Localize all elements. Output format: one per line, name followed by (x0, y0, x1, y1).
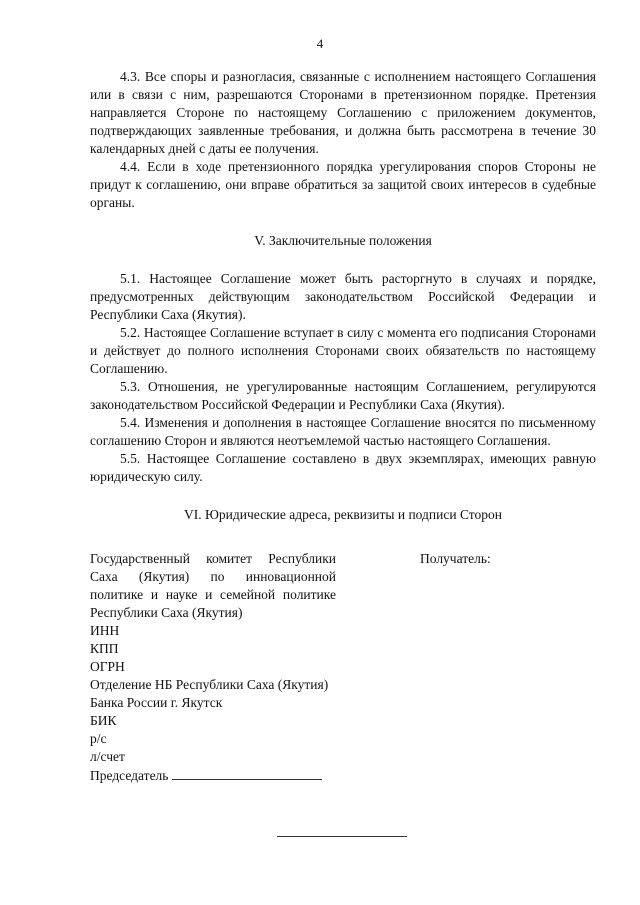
party-left-bik: БИК (90, 713, 117, 728)
paragraph-5-2: 5.2. Настоящее Соглашение вступает в силу с момента его подписания Сторонами и действует до полного исполнения Сторонами своих обязательств по настоящему Соглашению. (90, 325, 596, 376)
party-left-ogrn: ОГРН (90, 659, 125, 674)
party-left-kpp: КПП (90, 641, 119, 656)
page-number: 4 (316, 36, 324, 51)
signature-line (172, 766, 322, 780)
paragraph-5-4: 5.4. Изменения и дополнения в настоящее Соглашение вносятся по письменному соглашению Сторон и являются неотъемлемой частью настоящего Соглашения. (90, 415, 596, 448)
paragraph-5-5: 5.5. Настоящее Соглашение составлено в двух экземплярах, имеющих равную юридическую силу. (90, 451, 596, 484)
paragraph-4-3: 4.3. Все споры и разногласия, связанные с исполнением настоящего Соглашения или в связи с ним, разрешаются Сторонами в претензионном порядке. Претензия направляется Стороне по настоящему Соглашению с приложением документов, подтверждающих заявленные требования, и должна быть рассмотрена в течение 30 календарных дней с даты ее получения. (90, 69, 596, 156)
section-5-title: V. Заключительные положения (254, 233, 432, 248)
party-left (90, 550, 336, 785)
footer-divider (277, 836, 407, 837)
section-6-title: VI. Юридические адреса, реквизиты и подписи Сторон (184, 507, 502, 522)
party-left-name: Государственный комитет Республики Саха (Якутия) по инновационной политике и науке и семейной политике Республики Саха (Якутия) (90, 551, 336, 620)
paragraph-5-3: 5.3. Отношения, не урегулированные настоящим Соглашением, регулируются законодательством Российской Федерации и Республики Саха (Якутия). (90, 379, 596, 412)
paragraph-5-1: 5.1. Настоящее Соглашение может быть расторгнуто в случаях и порядке, предусмотренных действующим законодательством Российской Федерации и Республики Саха (Якутия). (90, 271, 596, 322)
paragraph-4-4: 4.4. Если в ходе претензионного порядка урегулирования споров Стороны не придут к соглашению, они вправе обратиться за защитой своих интересов в судебные органы. (90, 159, 596, 210)
party-left-bank-branch: Отделение НБ Республики Саха (Якутия) (90, 677, 329, 692)
party-right-label: Получатель: (420, 551, 491, 566)
document-body (90, 68, 596, 785)
party-left-personal-account: л/счет (90, 749, 125, 764)
party-left-chairman-row (90, 766, 336, 785)
party-left-chairman: Председатель (90, 768, 169, 783)
party-right (420, 550, 596, 785)
party-left-bank: Банка России г. Якутск (90, 695, 223, 710)
party-details (90, 550, 596, 785)
party-left-inn: ИНН (90, 623, 120, 638)
party-left-account: р/с (90, 731, 107, 746)
